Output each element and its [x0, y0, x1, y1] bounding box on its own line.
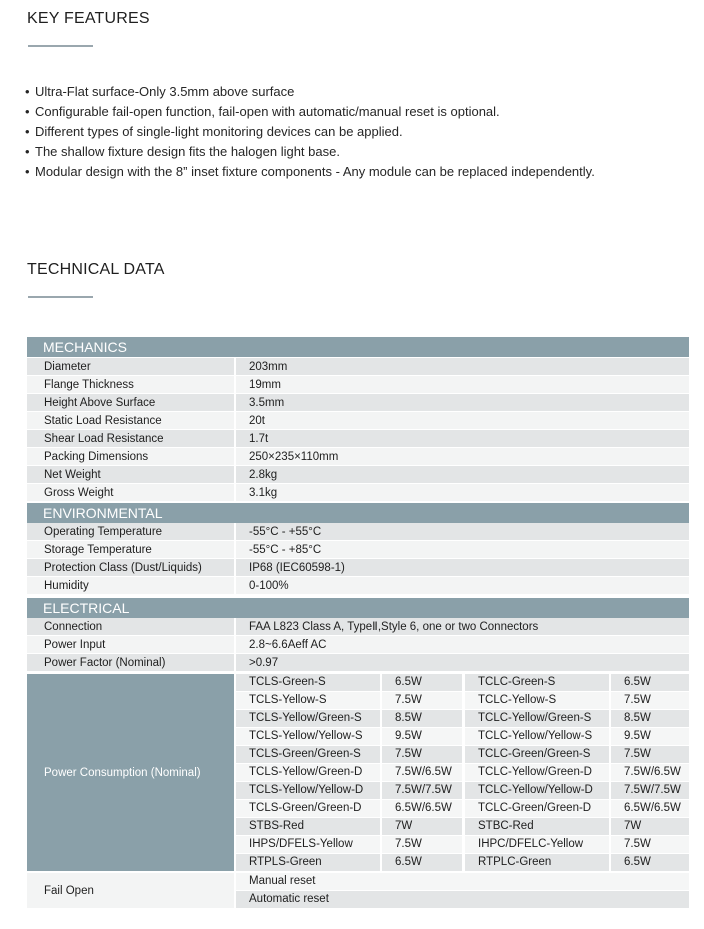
fail-open-value: Automatic reset: [236, 891, 689, 908]
spec-label: Power Input: [27, 636, 234, 653]
spec-row: [27, 618, 689, 636]
lamp-power-cell: 7.5W: [611, 692, 689, 709]
feature-item: [25, 82, 595, 102]
lamp-model-cell: TCLC-Yellow/Yellow-D: [465, 782, 609, 799]
spec-label: Operating Temperature: [27, 523, 234, 540]
feature-text: Modular design with the 8” inset fixture components - Any module can be replaced independently.: [35, 164, 595, 179]
environmental-section-header: ENVIRONMENTAL: [27, 503, 689, 523]
feature-item: [25, 142, 595, 162]
spec-value: 2.8kg: [236, 466, 689, 483]
bullet-marker: •: [25, 144, 30, 159]
spec-label: Connection: [27, 618, 234, 635]
lamp-model-cell: TCLC-Yellow/Green-S: [465, 710, 609, 727]
lamp-power-cell: 7W: [382, 818, 462, 835]
spec-value: 203mm: [236, 358, 689, 375]
fail-open-label: Fail Open: [27, 873, 234, 908]
lamp-model-cell: TCLS-Green/Green-D: [236, 800, 380, 817]
lamp-model-cell: TCLS-Yellow/Yellow-D: [236, 782, 380, 799]
technical-data-heading: TECHNICAL DATA: [27, 261, 165, 278]
key-features-underline: [28, 45, 93, 47]
feature-item: [25, 162, 595, 182]
lamp-model-cell: TCLC-Green/Green-S: [465, 746, 609, 763]
spec-label: Packing Dimensions: [27, 448, 234, 465]
lamp-power-cell: 7.5W: [611, 836, 689, 853]
spec-label: Storage Temperature: [27, 541, 234, 558]
feature-text: Configurable fail-open function, fail-open with automatic/manual reset is optional.: [35, 104, 500, 119]
spec-value: 2.8~6.6Aeff AC: [236, 636, 689, 653]
lamp-model-cell: RTPLS-Green: [236, 854, 380, 871]
bullet-marker: •: [25, 164, 30, 179]
lamp-model-cell: TCLC-Green-S: [465, 674, 609, 691]
key-features-heading: KEY FEATURES: [27, 10, 150, 27]
bullet-marker: •: [25, 124, 30, 139]
lamp-model-cell: IHPC/DFELC-Yellow: [465, 836, 609, 853]
spec-row: [27, 466, 689, 484]
spec-row: [27, 376, 689, 394]
lamp-model-cell: RTPLC-Green: [465, 854, 609, 871]
mechanics-section-header: MECHANICS: [27, 337, 689, 357]
spec-label: Protection Class (Dust/Liquids): [27, 559, 234, 576]
lamp-model-cell: TCLS-Green-S: [236, 674, 380, 691]
lamp-power-cell: 7W: [611, 818, 689, 835]
spec-row: [27, 394, 689, 412]
spec-row: [27, 430, 689, 448]
spec-label: Shear Load Resistance: [27, 430, 234, 447]
spec-value: IP68 (IEC60598-1): [236, 559, 689, 576]
lamp-model-cell: TCLS-Yellow/Yellow-S: [236, 728, 380, 745]
lamp-model-cell: TCLS-Green/Green-S: [236, 746, 380, 763]
technical-data-table: [27, 337, 689, 909]
lamp-model-cell: STBC-Red: [465, 818, 609, 835]
spec-value: 0-100%: [236, 577, 689, 594]
spec-row: [27, 448, 689, 466]
spec-label: Power Factor (Nominal): [27, 654, 234, 671]
spec-value: 250×235×110mm: [236, 448, 689, 465]
lamp-power-cell: 8.5W: [382, 710, 462, 727]
spec-value: 3.1kg: [236, 484, 689, 501]
lamp-model-cell: TCLC-Yellow-S: [465, 692, 609, 709]
spec-row: [27, 654, 689, 672]
electrical-section-header: ELECTRICAL: [27, 598, 689, 618]
bullet-marker: •: [25, 104, 30, 119]
lamp-model-cell: TCLS-Yellow-S: [236, 692, 380, 709]
lamp-power-cell: 7.5W/7.5W: [611, 782, 689, 799]
spec-row: [27, 559, 689, 577]
spec-label: Flange Thickness: [27, 376, 234, 393]
lamp-model-cell: STBS-Red: [236, 818, 380, 835]
feature-text: The shallow fixture design fits the halogen light base.: [35, 144, 340, 159]
lamp-power-cell: 6.5W: [611, 674, 689, 691]
spec-label: Humidity: [27, 577, 234, 594]
spec-label: Gross Weight: [27, 484, 234, 501]
spec-value: 1.7t: [236, 430, 689, 447]
spec-label: Height Above Surface: [27, 394, 234, 411]
lamp-power-cell: 9.5W: [611, 728, 689, 745]
spec-row: [27, 523, 689, 541]
lamp-model-cell: TCLC-Yellow/Yellow-S: [465, 728, 609, 745]
lamp-model-cell: TCLC-Yellow/Green-D: [465, 764, 609, 781]
spec-row: [27, 484, 689, 502]
lamp-power-cell: 9.5W: [382, 728, 462, 745]
spec-value: -55°C - +85°C: [236, 541, 689, 558]
power-consumption-label: Power Consumption (Nominal): [27, 674, 234, 871]
spec-value: FAA L823 Class A, TypeⅡ,Style 6, one or two Connectors: [236, 618, 689, 635]
feature-text: Different types of single-light monitoring devices can be applied.: [35, 124, 403, 139]
lamp-power-cell: 7.5W/6.5W: [382, 764, 462, 781]
spec-value: -55°C - +55°C: [236, 523, 689, 540]
lamp-model-cell: TCLC-Green/Green-D: [465, 800, 609, 817]
spec-row: [27, 636, 689, 654]
lamp-power-cell: 6.5W: [611, 854, 689, 871]
lamp-power-cell: 7.5W: [382, 746, 462, 763]
spec-row: [27, 412, 689, 430]
spec-row: [27, 541, 689, 559]
feature-item: [25, 102, 595, 122]
lamp-power-cell: 6.5W/6.5W: [382, 800, 462, 817]
spec-label: Static Load Resistance: [27, 412, 234, 429]
lamp-model-cell: IHPS/DFELS-Yellow: [236, 836, 380, 853]
lamp-power-cell: 7.5W/6.5W: [611, 764, 689, 781]
spec-value: >0.97: [236, 654, 689, 671]
feature-text: Ultra-Flat surface-Only 3.5mm above surface: [35, 84, 295, 99]
spec-value: 19mm: [236, 376, 689, 393]
lamp-power-cell: 6.5W/6.5W: [611, 800, 689, 817]
lamp-model-cell: TCLS-Yellow/Green-S: [236, 710, 380, 727]
fail-open-value: Manual reset: [236, 873, 689, 890]
key-features-list: [25, 82, 595, 182]
spec-label: Diameter: [27, 358, 234, 375]
spec-row: [27, 358, 689, 376]
lamp-power-cell: 6.5W: [382, 674, 462, 691]
spec-label: Net Weight: [27, 466, 234, 483]
lamp-power-cell: 6.5W: [382, 854, 462, 871]
spec-value: 20t: [236, 412, 689, 429]
lamp-power-cell: 7.5W/7.5W: [382, 782, 462, 799]
lamp-power-cell: 7.5W: [382, 836, 462, 853]
lamp-power-cell: 7.5W: [382, 692, 462, 709]
technical-data-underline: [28, 296, 93, 298]
lamp-power-cell: 8.5W: [611, 710, 689, 727]
spec-value: 3.5mm: [236, 394, 689, 411]
lamp-power-cell: 7.5W: [611, 746, 689, 763]
feature-item: [25, 122, 595, 142]
bullet-marker: •: [25, 84, 30, 99]
spec-row: [27, 577, 689, 595]
lamp-model-cell: TCLS-Yellow/Green-D: [236, 764, 380, 781]
